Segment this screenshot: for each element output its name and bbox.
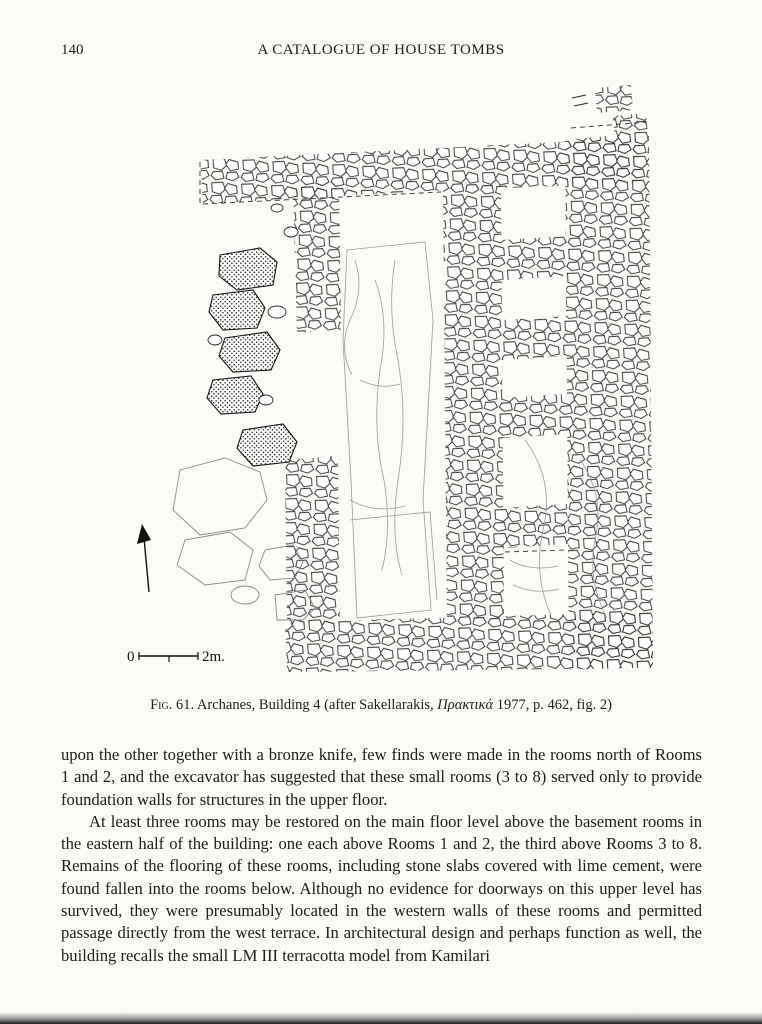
paragraph: At least three rooms may be restored on the main floor level above the basement rooms in the eastern half of the building: one each above Rooms 1 and 2, the third above Rooms 3 to 8. Remains of the flooring of these rooms, including stone slabs covered with lime cement, were found fallen into the rooms below. Although no evidence for doorways on this upper level has survived, they were presumably located in the western walls of these rooms and permitted passage directly from the west terrace. In architectural design and perhaps function as well, the building recalls the small LM III terracotta model from Kamilari: [61, 811, 702, 965]
stone-walls: [200, 85, 653, 672]
scale-start-label: 0: [127, 649, 135, 665]
page-number: 140: [61, 42, 84, 58]
running-head: A CATALOGUE OF HOUSE TOMBS: [257, 42, 505, 58]
page-header: [0, 42, 762, 59]
stippled-boulders: [207, 248, 297, 466]
scale-end-label: 2m.: [202, 649, 225, 665]
figure-61: [125, 80, 665, 680]
figure-caption-text: Archanes, Building 4 (after Sakellarakis,: [196, 697, 434, 713]
body-text: [61, 744, 702, 967]
figure-caption-label: Fig. 61.: [150, 697, 195, 713]
archaeological-plan-drawing: [125, 80, 665, 680]
figure-caption-greek: Πρακτικά: [437, 697, 494, 713]
scale-bar: [127, 649, 225, 665]
scan-artifact-bottom-edge: [0, 1012, 762, 1024]
north-arrow: [137, 524, 151, 592]
paragraph: upon the other together with a bronze knife, few finds were made in the rooms north of Rooms 1 and 2, and the excavator has suggested that these small rooms (3 to 8) served only to provide foundation walls for structures in the upper floor.: [61, 745, 702, 809]
figure-caption: [0, 697, 762, 714]
figure-caption-reference: 1977, p. 462, fig. 2): [496, 697, 612, 713]
